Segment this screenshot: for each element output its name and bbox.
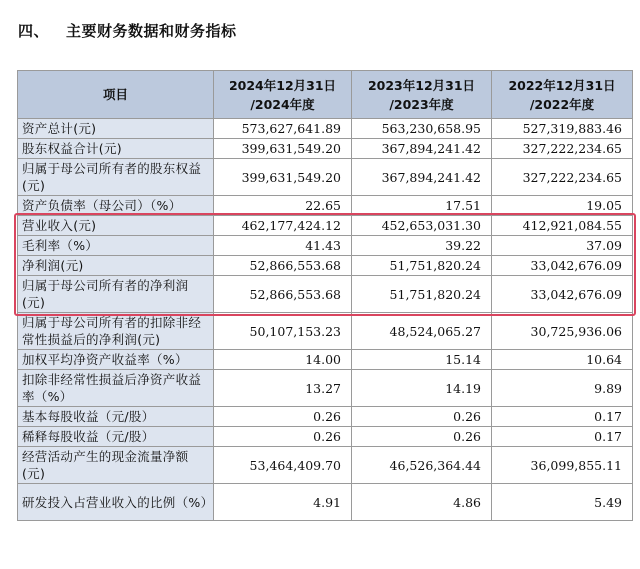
header-2022: [492, 71, 633, 119]
value-2022: 33,042,676.09: [492, 256, 633, 276]
value-2023: 0.26: [352, 427, 492, 447]
value-2022: 327,222,234.65: [492, 139, 633, 159]
value-2022: 527,319,883.46: [492, 119, 633, 139]
table-header-row: [18, 71, 633, 119]
value-2022: 9.89: [492, 370, 633, 407]
value-2024: 14.00: [214, 350, 352, 370]
value-2024: 0.26: [214, 427, 352, 447]
value-2024: 573,627,641.89: [214, 119, 352, 139]
value-2024: 4.91: [214, 484, 352, 521]
table-row: [18, 236, 633, 256]
value-2024: 53,464,409.70: [214, 447, 352, 484]
row-label: 毛利率（%）: [18, 236, 214, 256]
header-2024-period: /2024年度: [250, 96, 315, 112]
row-label: 资产总计(元): [18, 119, 214, 139]
value-2024: 41.43: [214, 236, 352, 256]
table-row: [18, 484, 633, 521]
table-row: [18, 313, 633, 350]
value-2023: 563,230,658.95: [352, 119, 492, 139]
value-2023: 452,653,031.30: [352, 216, 492, 236]
header-2024: [214, 71, 352, 119]
value-2024: 462,177,424.12: [214, 216, 352, 236]
table-row: [18, 370, 633, 407]
table-row: [18, 216, 633, 236]
value-2022: 0.17: [492, 407, 633, 427]
row-label: 加权平均净资产收益率（%）: [18, 350, 214, 370]
value-2022: 412,921,084.55: [492, 216, 633, 236]
value-2022: 33,042,676.09: [492, 276, 633, 313]
value-2024: 52,866,553.68: [214, 256, 352, 276]
value-2023: 14.19: [352, 370, 492, 407]
value-2024: 22.65: [214, 196, 352, 216]
value-2023: 39.22: [352, 236, 492, 256]
table-row: [18, 159, 633, 196]
table-row: [18, 196, 633, 216]
value-2023: 367,894,241.42: [352, 159, 492, 196]
value-2023: 51,751,820.24: [352, 276, 492, 313]
header-2024-date: 2024年12月31日: [228, 77, 337, 93]
value-2024: 50,107,153.23: [214, 313, 352, 350]
table-row: [18, 276, 633, 313]
value-2022: 5.49: [492, 484, 633, 521]
value-2022: 37.09: [492, 236, 633, 256]
value-2023: 48,524,065.27: [352, 313, 492, 350]
section-number: 四、: [18, 22, 50, 40]
row-label: 净利润(元): [18, 256, 214, 276]
header-2023-date: 2023年12月31日: [367, 77, 476, 93]
row-label: 基本每股收益（元/股）: [18, 407, 214, 427]
value-2024: 52,866,553.68: [214, 276, 352, 313]
table-row: [18, 427, 633, 447]
section-heading: [18, 20, 237, 41]
header-2022-date: 2022年12月31日: [508, 77, 616, 93]
row-label: 经营活动产生的现金流量净额(元): [18, 447, 214, 484]
value-2022: 327,222,234.65: [492, 159, 633, 196]
row-label: 归属于母公司所有者的净利润(元): [18, 276, 214, 313]
table-row: [18, 350, 633, 370]
row-label: 营业收入(元): [18, 216, 214, 236]
table-row: [18, 139, 633, 159]
value-2024: 399,631,549.20: [214, 139, 352, 159]
table-row: [18, 407, 633, 427]
value-2024: 0.26: [214, 407, 352, 427]
header-2023-period: /2023年度: [389, 96, 454, 112]
financial-table: [17, 70, 633, 521]
section-title: 主要财务数据和财务指标: [66, 22, 237, 40]
value-2024: 399,631,549.20: [214, 159, 352, 196]
row-label: 股东权益合计(元): [18, 139, 214, 159]
row-label: 稀释每股收益（元/股）: [18, 427, 214, 447]
header-item: 项目: [18, 71, 214, 119]
row-label: 资产负债率（母公司）（%）: [18, 196, 214, 216]
table-row: [18, 256, 633, 276]
value-2023: 367,894,241.42: [352, 139, 492, 159]
value-2023: 15.14: [352, 350, 492, 370]
value-2023: 0.26: [352, 407, 492, 427]
header-2022-period: /2022年度: [529, 96, 595, 112]
value-2024: 13.27: [214, 370, 352, 407]
row-label: 扣除非经常性损益后净资产收益率（%）: [18, 370, 214, 407]
value-2022: 36,099,855.11: [492, 447, 633, 484]
value-2023: 4.86: [352, 484, 492, 521]
table-row: [18, 119, 633, 139]
value-2022: 0.17: [492, 427, 633, 447]
value-2023: 51,751,820.24: [352, 256, 492, 276]
value-2022: 30,725,936.06: [492, 313, 633, 350]
value-2023: 17.51: [352, 196, 492, 216]
value-2022: 19.05: [492, 196, 633, 216]
header-2023: [352, 71, 492, 119]
row-label: 研发投入占营业收入的比例（%）: [18, 484, 214, 521]
value-2023: 46,526,364.44: [352, 447, 492, 484]
row-label: 归属于母公司所有者的扣除非经常性损益后的净利润(元): [18, 313, 214, 350]
value-2022: 10.64: [492, 350, 633, 370]
table-row: [18, 447, 633, 484]
row-label: 归属于母公司所有者的股东权益(元): [18, 159, 214, 196]
